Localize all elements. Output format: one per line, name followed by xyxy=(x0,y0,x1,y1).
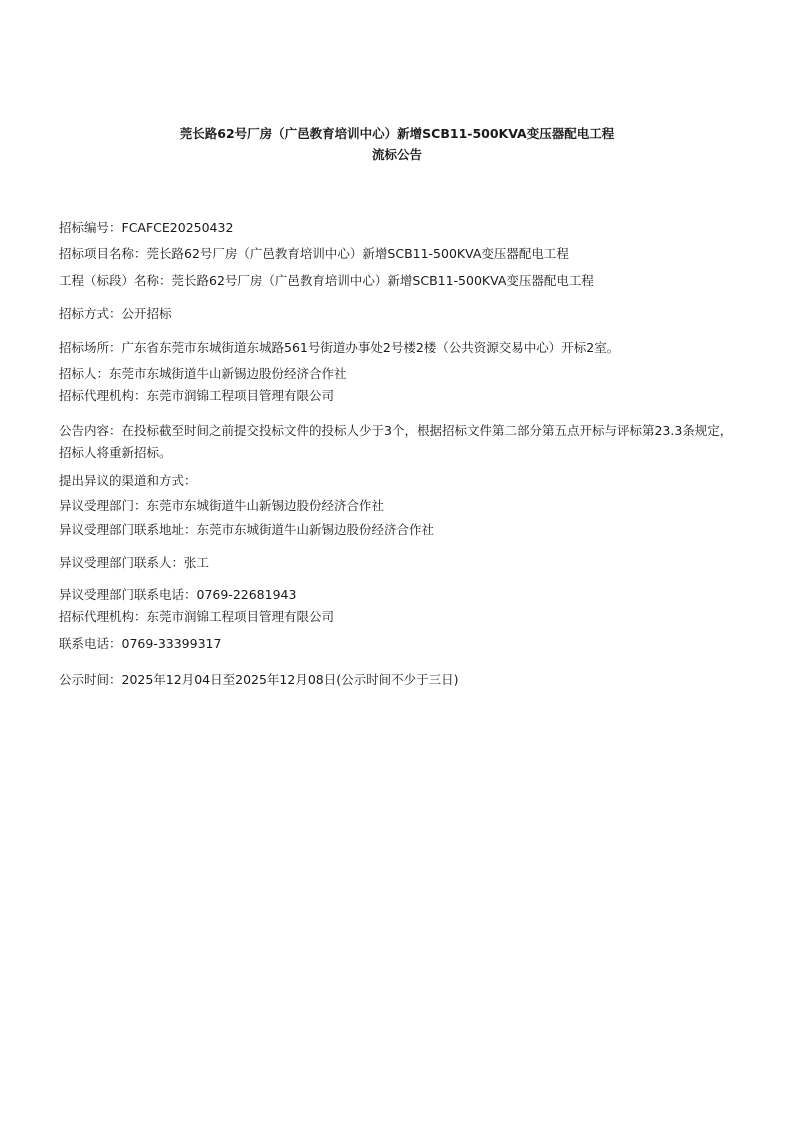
document-subtitle: 流标公告 xyxy=(371,147,422,162)
tenderer: 招标人：东莞市东城街道牛山新锡边股份经济合作社 xyxy=(59,366,347,381)
section-name: 工程（标段）名称：莞长路62号厂房（广邑教育培训中心）新增SCB11-500KVA变压器配电工程 xyxy=(59,273,594,288)
project-name: 招标项目名称：莞长路62号厂房（广邑教育培训中心）新增SCB11-500KVA变压器配电工程 xyxy=(59,246,569,261)
agency-repeat: 招标代理机构：东莞市润锦工程项目管理有限公司 xyxy=(59,609,335,624)
objection-address: 异议受理部门联系地址：东莞市东城街道牛山新锡边股份经济合作社 xyxy=(59,522,435,537)
agency: 招标代理机构：东莞市润锦工程项目管理有限公司 xyxy=(59,388,335,403)
publicity-period: 公示时间：2025年12月04日至2025年12月08日(公示时间不少于三日) xyxy=(59,672,459,687)
objection-channel: 提出异议的渠道和方式： xyxy=(59,473,197,488)
tender-venue: 招标场所：广东省东莞市东城街道东城路561号街道办事处2号楼2楼（公共资源交易中心）开标2室。 xyxy=(59,340,620,355)
announcement-content: 公告内容：在投标截至时间之前提交投标文件的投标人少于3个，根据招标文件第二部分第五点开标与评标第23.3条规定，招标人将重新招标。 xyxy=(59,423,733,460)
tender-method: 招标方式：公开招标 xyxy=(59,306,172,321)
contact-phone: 联系电话：0769-33399317 xyxy=(59,636,222,651)
document-title: 莞长路62号厂房（广邑教育培训中心）新增SCB11-500KVA变压器配电工程 xyxy=(179,126,615,141)
objection-phone: 异议受理部门联系电话：0769-22681943 xyxy=(59,587,297,602)
objection-contact: 异议受理部门联系人：张工 xyxy=(59,555,210,570)
objection-department: 异议受理部门：东莞市东城街道牛山新锡边股份经济合作社 xyxy=(59,498,385,513)
tender-number: 招标编号：FCAFCE20250432 xyxy=(59,220,234,235)
